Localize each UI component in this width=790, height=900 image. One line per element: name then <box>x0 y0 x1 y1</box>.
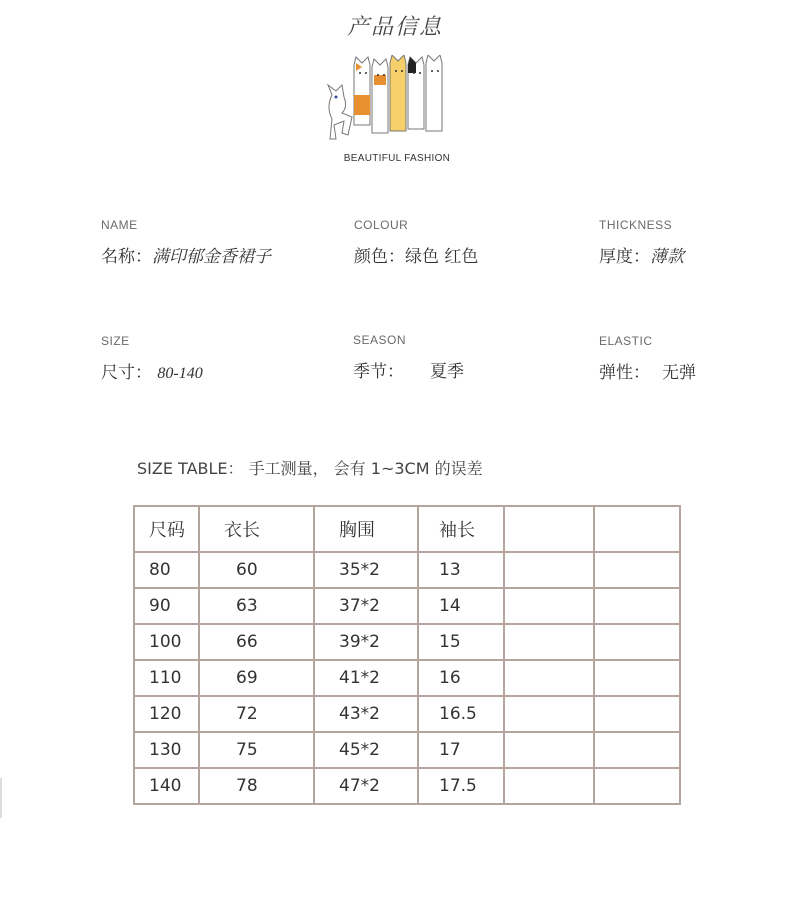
table-cell <box>594 660 680 696</box>
table-cell: 45*2 <box>314 732 418 768</box>
field-colour <box>354 218 478 267</box>
table-cell: 60 <box>199 552 314 588</box>
table-cell: 140 <box>134 768 199 804</box>
table-row <box>134 624 680 660</box>
field-size-value: 80-140 <box>157 365 203 382</box>
table-cell: 16 <box>418 660 504 696</box>
field-thickness-label: 厚度： <box>599 247 650 267</box>
field-elastic <box>599 334 696 383</box>
table-cell <box>594 588 680 624</box>
table-cell: 80 <box>134 552 199 588</box>
table-header-cell <box>594 506 680 552</box>
table-cell: 37*2 <box>314 588 418 624</box>
table-cell: 72 <box>199 696 314 732</box>
table-cell: 15 <box>418 624 504 660</box>
table-cell: 66 <box>199 624 314 660</box>
table-cell: 39*2 <box>314 624 418 660</box>
table-cell <box>594 732 680 768</box>
table-cell: 14 <box>418 588 504 624</box>
table-header-cell: 衣长 <box>199 506 314 552</box>
size-table <box>133 505 681 805</box>
table-cell <box>504 660 594 696</box>
table-cell <box>504 624 594 660</box>
field-colour-en: COLOUR <box>354 218 409 232</box>
cats-illustration <box>322 55 472 155</box>
brand-name: BEAUTIFUL FASHION <box>343 153 451 164</box>
field-elastic-label: 弹性： <box>599 363 650 383</box>
field-season-en: SEASON <box>353 333 407 347</box>
table-header-cell <box>504 506 594 552</box>
table-row <box>134 768 680 804</box>
table-cell: 130 <box>134 732 199 768</box>
page-title: 产品信息 <box>346 15 443 40</box>
field-thickness <box>599 218 684 267</box>
table-cell <box>594 768 680 804</box>
table-cell: 41*2 <box>314 660 418 696</box>
field-thickness-en: THICKNESS <box>599 218 673 232</box>
table-cell: 35*2 <box>314 552 418 588</box>
field-name-en: NAME <box>101 218 138 232</box>
field-elastic-value: 无弹 <box>662 363 696 383</box>
field-elastic-en: ELASTIC <box>599 334 653 348</box>
table-cell <box>594 624 680 660</box>
table-cell <box>504 696 594 732</box>
table-cell: 63 <box>199 588 314 624</box>
table-header-row <box>134 506 680 552</box>
table-cell <box>504 732 594 768</box>
table-cell: 78 <box>199 768 314 804</box>
field-size <box>101 334 203 383</box>
table-cell: 110 <box>134 660 199 696</box>
table-cell <box>594 552 680 588</box>
table-cell: 47*2 <box>314 768 418 804</box>
field-season-label: 季节： <box>353 362 404 382</box>
field-season <box>353 333 464 382</box>
table-cell: 13 <box>418 552 504 588</box>
table-cell: 43*2 <box>314 696 418 732</box>
table-header-cell: 袖长 <box>418 506 504 552</box>
field-name-label: 名称： <box>101 247 152 267</box>
table-row <box>134 732 680 768</box>
field-name-value: 满印郁金香裙子 <box>152 247 271 267</box>
table-header-cell: 尺码 <box>134 506 199 552</box>
brand-logo <box>322 55 472 170</box>
field-size-en: SIZE <box>101 334 130 348</box>
table-row <box>134 660 680 696</box>
table-cell: 120 <box>134 696 199 732</box>
field-season-value: 夏季 <box>430 362 464 382</box>
table-cell: 17 <box>418 732 504 768</box>
table-cell <box>504 588 594 624</box>
field-thickness-value: 薄款 <box>650 247 684 267</box>
table-cell: 17.5 <box>418 768 504 804</box>
field-name <box>101 218 271 267</box>
size-table-heading: SIZE TABLE： 手工测量， 会有 1~3CM 的误差 <box>137 459 483 478</box>
table-cell <box>504 552 594 588</box>
table-cell <box>594 696 680 732</box>
table-cell: 100 <box>134 624 199 660</box>
table-header-cell: 胸围 <box>314 506 418 552</box>
table-cell <box>504 768 594 804</box>
table-cell: 75 <box>199 732 314 768</box>
table-cell: 69 <box>199 660 314 696</box>
field-size-label: 尺寸： <box>101 363 152 383</box>
table-row <box>134 588 680 624</box>
table-row <box>134 552 680 588</box>
table-row <box>134 696 680 732</box>
table-cell: 90 <box>134 588 199 624</box>
field-colour-label: 颜色： <box>354 247 405 267</box>
table-cell: 16.5 <box>418 696 504 732</box>
edge-mark <box>0 778 2 818</box>
field-colour-value: 绿色 红色 <box>405 247 479 267</box>
